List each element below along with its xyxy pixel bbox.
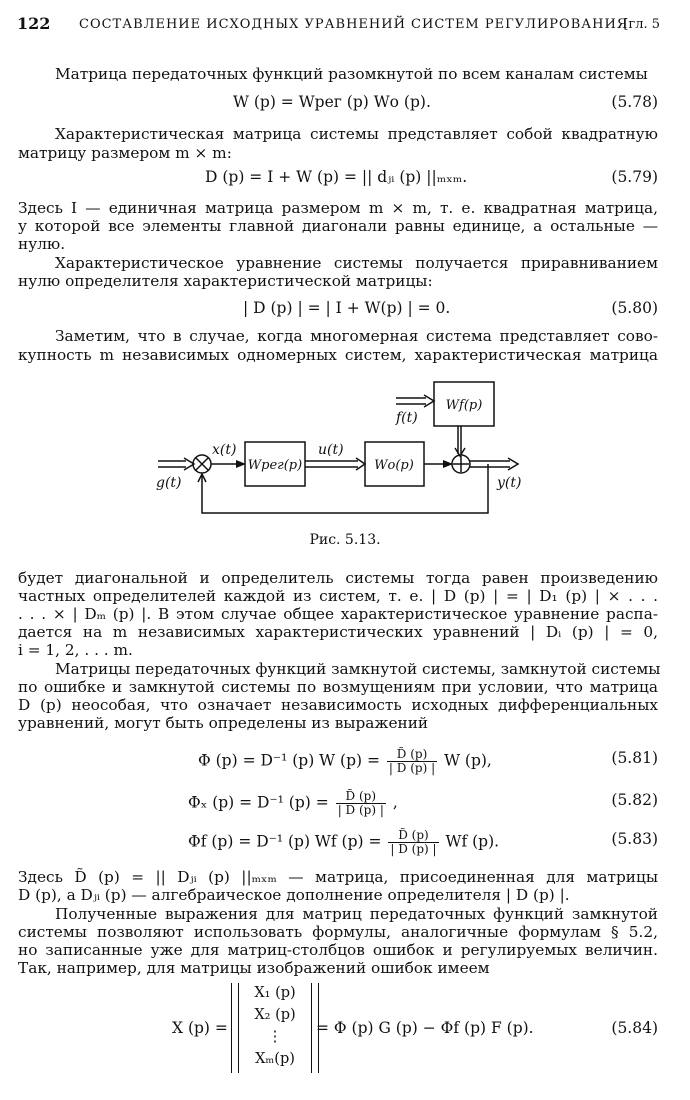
equation-number: (5.79) bbox=[611, 168, 658, 186]
text-line: системы позволяют использовать формулы, аналогичные формулам § 5.2, bbox=[18, 923, 658, 941]
equation-number: (5.83) bbox=[611, 830, 658, 848]
fraction-denominator: | D (p) | bbox=[337, 803, 384, 817]
running-header bbox=[17, 14, 660, 36]
equation-lhs: Φₓ (p) = D⁻¹ (p) = bbox=[188, 793, 329, 812]
text-line: D (p) неособая, что означает независимость исходных дифференциальных bbox=[18, 696, 658, 714]
equation-rhs: , bbox=[392, 793, 398, 812]
equation-body: D (p) = I + W (p) = || dⱼᵢ (p) ||ₘₓₘ. bbox=[205, 168, 468, 186]
equation-number: (5.81) bbox=[611, 749, 658, 767]
text-line: i = 1, 2, . . . m. bbox=[18, 641, 133, 659]
page-number: 122 bbox=[17, 14, 51, 33]
equation-lhs: Φf (p) = D⁻¹ (p) Wf (p) = bbox=[188, 832, 382, 851]
fraction bbox=[388, 829, 438, 856]
text-line: Здесь D̃ (p) = || Dⱼᵢ (p) ||ₘₓₘ — матрица, присоединенная для матрицы bbox=[18, 868, 658, 886]
control-signal-label: u(t) bbox=[318, 442, 344, 458]
text-line: Заметим, что в случае, когда многомерная система представляет сово- bbox=[55, 327, 658, 345]
text-line: Так, например, для матрицы изображений ошибок имеем bbox=[18, 959, 490, 977]
matrix-entry: ⋮ bbox=[267, 1029, 283, 1045]
equation-rhs: = Φ (p) G (p) − Φf (p) F (p). bbox=[316, 1019, 534, 1037]
fraction-numerator: D̃ (p) bbox=[387, 748, 437, 762]
equation-number: (5.80) bbox=[611, 299, 658, 317]
fraction-numerator: D̃ (p) bbox=[388, 829, 438, 843]
text-line: Здесь I — единичная матрица размером m × m, т. е. квадратная матрица, bbox=[18, 199, 658, 217]
text-line: нулю. bbox=[18, 235, 66, 253]
fraction bbox=[387, 748, 437, 775]
equation-rhs: W (p), bbox=[444, 751, 492, 770]
fraction-denominator: | D (p) | bbox=[388, 761, 436, 775]
equation-number: (5.78) bbox=[611, 93, 658, 111]
output-signal-label: y(t) bbox=[497, 475, 522, 491]
text-line: купность m независимых одномерных систем, характеристическая матрица bbox=[18, 346, 658, 364]
figure-caption: Рис. 5.13. bbox=[309, 532, 381, 548]
control-arrowhead bbox=[356, 458, 365, 470]
input-signal-label: g(t) bbox=[156, 475, 182, 491]
text-line: Матрица передаточных функций разомкнутой по всем каналам системы bbox=[55, 65, 648, 83]
plant-label: Wо(p) bbox=[374, 458, 414, 473]
text-line: дается на m независимых характеристических уравнений | Dᵢ (p) | = 0, bbox=[18, 623, 658, 641]
matrix-entry: X₁ (p) bbox=[254, 985, 296, 1001]
matrix-entry: Xₘ(p) bbox=[255, 1051, 295, 1067]
text-line: нулю определителя характеристической матрицы: bbox=[18, 272, 433, 290]
equation-number: (5.84) bbox=[611, 1019, 658, 1037]
text-line: Полученные выражения для матриц передаточных функций замкнутой bbox=[55, 905, 658, 923]
equation-body: W (p) = Wрег (p) Wо (p). bbox=[233, 93, 431, 111]
chapter-ref: [гл. 5 bbox=[623, 17, 660, 32]
output-arrowhead bbox=[508, 458, 518, 470]
fraction-denominator: | D (p) | bbox=[390, 842, 437, 856]
equation-number: (5.82) bbox=[611, 791, 658, 809]
text-line: по ошибке и замкнутой системы по возмущениям при условии, что матрица bbox=[18, 678, 658, 696]
text-line: частных определителей каждой из систем, т. е. | D (p) | = | D₁ (p) | × . . . bbox=[18, 587, 658, 605]
error-signal-label: x(t) bbox=[212, 442, 237, 458]
text-line: D (p), а Dⱼᵢ (p) — алгебраическое дополнение определителя | D (p) |. bbox=[18, 886, 570, 904]
fraction-numerator: D̃ (p) bbox=[336, 790, 386, 804]
text-line: . . . × | Dₘ (p) |. В этом случае общее характеристическое уравнение распа- bbox=[18, 605, 658, 623]
equation-body: | D (p) | = | I + W(p) | = 0. bbox=[243, 299, 451, 317]
disturbance-arrowhead bbox=[424, 395, 434, 407]
error-column-matrix bbox=[235, 983, 315, 1073]
text-line: матрицу размером m × m: bbox=[18, 144, 232, 162]
text-line: Характеристическая матрица системы представляет собой квадратную bbox=[55, 125, 658, 143]
disturbance-signal-label: f(t) bbox=[396, 410, 418, 426]
disturbance-block-label: Wf(p) bbox=[445, 398, 483, 413]
text-line: Матрицы передаточных функций замкнутой системы, замкнутой системы bbox=[55, 660, 661, 678]
block-diagram bbox=[0, 370, 690, 530]
equation-lhs: X (p) = bbox=[172, 1019, 228, 1037]
text-line: Характеристическое уравнение системы получается приравниванием bbox=[55, 254, 658, 272]
text-line: но записанные уже для матриц-столбцов ошибок и регулируемых величин. bbox=[18, 941, 658, 959]
matrix-entry: X₂ (p) bbox=[254, 1007, 296, 1023]
running-title: СОСТАВЛЕНИЕ ИСХОДНЫХ УРАВНЕНИЙ СИСТЕМ РЕГУЛИРОВАНИЯ bbox=[79, 17, 629, 32]
equation-lhs: Φ (p) = D⁻¹ (p) W (p) = bbox=[198, 751, 380, 770]
text-line: будет диагональной и определитель системы тогда равен произведению bbox=[18, 569, 658, 587]
fraction bbox=[336, 790, 386, 817]
equation-rhs: Wf (p). bbox=[445, 832, 500, 851]
text-line: уравнений, могут быть определены из выражений bbox=[18, 714, 429, 732]
text-line: у которой все элементы главной диагонали равны единице, а остальные — bbox=[18, 217, 658, 235]
regulator-label: Wрег(p) bbox=[247, 458, 303, 473]
